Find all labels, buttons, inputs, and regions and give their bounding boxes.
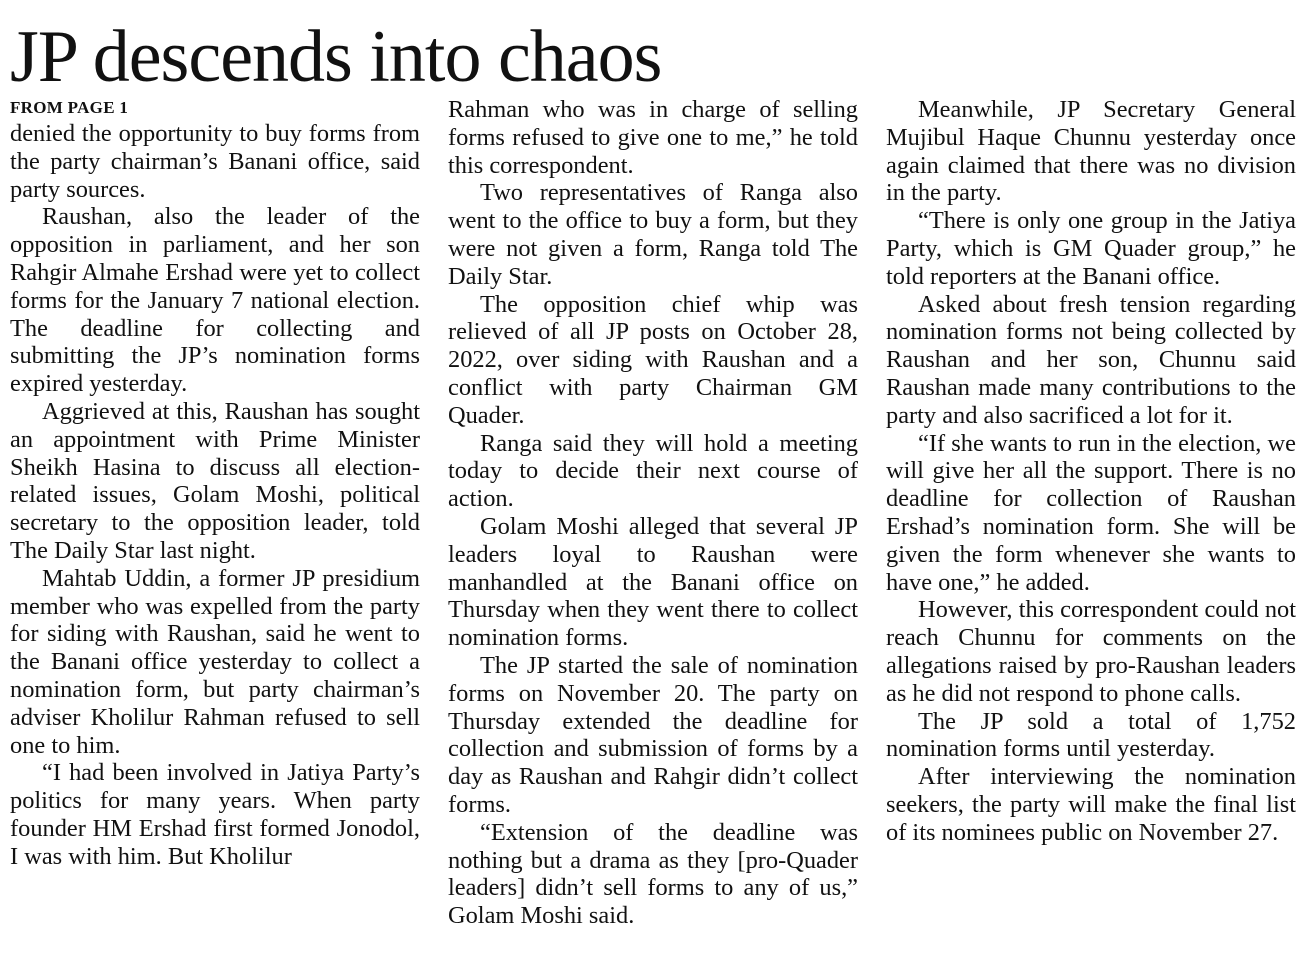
paragraph: Rahman who was in charge of selling forms refused to give one to me,” he told this correspondent. [448, 96, 858, 179]
paragraph: Meanwhile, JP Secretary General Mujibul Haque Chunnu yesterday once again claimed that there was no division in the party. [886, 96, 1296, 207]
article-column-3 [886, 96, 1296, 847]
paragraph: Two representatives of Ranga also went to the office to buy a form, but they were not given a form, Ranga told The Daily Star. [448, 179, 858, 290]
paragraph: The opposition chief whip was relieved of all JP posts on October 28, 2022, over siding with Raushan and a conflict with party Chairman GM Quader. [448, 290, 858, 429]
article-column-1 [10, 96, 420, 871]
from-page-kicker: FROM PAGE 1 [10, 98, 129, 117]
paragraph: The JP started the sale of nomination forms on November 20. The party on Thursday extended the deadline for collection and submission of forms by a day as Raushan and Rahgir didn’t collect forms. [448, 651, 858, 818]
article-column-2 [448, 96, 858, 930]
paragraph: Golam Moshi alleged that several JP leaders loyal to Raushan were manhandled at the Banani office on Thursday when they went there to collect nomination forms. [448, 512, 858, 652]
paragraph: Asked about fresh tension regarding nomination forms not being collected by Raushan and her son, Chunnu said Raushan made many contributions to the party and also sacrificed a lot for it. [886, 290, 1296, 429]
paragraph: “I had been involved in Jatiya Party’s politics for many years. When party founder HM Ershad first formed Jonodol, I was with him. But Kholilur [10, 759, 420, 870]
paragraph: “If she wants to run in the election, we will give her all the support. There is no deadline for collection of Raushan Ershad’s nomination form. She will be given the form whenever she wants to have one,” he added. [886, 429, 1296, 596]
paragraph: Mahtab Uddin, a former JP presidium member who was expelled from the party for siding with Raushan, said he went to the Banani office yesterday to collect a nomination form, but party chairman’s adviser Kholilur Rahman refused to sell one to him. [10, 564, 420, 759]
headline: JP descends into chaos [10, 16, 662, 98]
paragraph: Aggrieved at this, Raushan has sought an appointment with Prime Minister Sheikh Hasina to discuss all election-related issues, Golam Moshi, political secretary to the opposition leader, told The Daily Star last night. [10, 397, 420, 564]
paragraph: Raushan, also the leader of the opposition in parliament, and her son Rahgir Almahe Ershad were yet to collect forms for the January 7 national election. The deadline for collecting and submitting the JP’s nomination forms expired yesterday. [10, 203, 420, 398]
paragraph: “Extension of the deadline was nothing but a drama as they [pro-Quader leaders] didn’t sell forms to any of us,” Golam Moshi said. [448, 818, 858, 930]
paragraph: However, this correspondent could not reach Chunnu for comments on the allegations raised by pro-Raushan leaders as he did not respond to phone calls. [886, 596, 1296, 707]
paragraph: After interviewing the nomination seekers, the party will make the final list of its nominees public on November 27. [886, 763, 1296, 846]
paragraph: Ranga said they will hold a meeting today to decide their next course of action. [448, 429, 858, 513]
paragraph: “There is only one group in the Jatiya Party, which is GM Quader group,” he told reporters at the Banani office. [886, 207, 1296, 290]
paragraph: The JP sold a total of 1,752 nomination forms until yesterday. [886, 707, 1296, 763]
paragraph: denied the opportunity to buy forms from the party chairman’s Banani office, said party sources. [10, 120, 420, 203]
